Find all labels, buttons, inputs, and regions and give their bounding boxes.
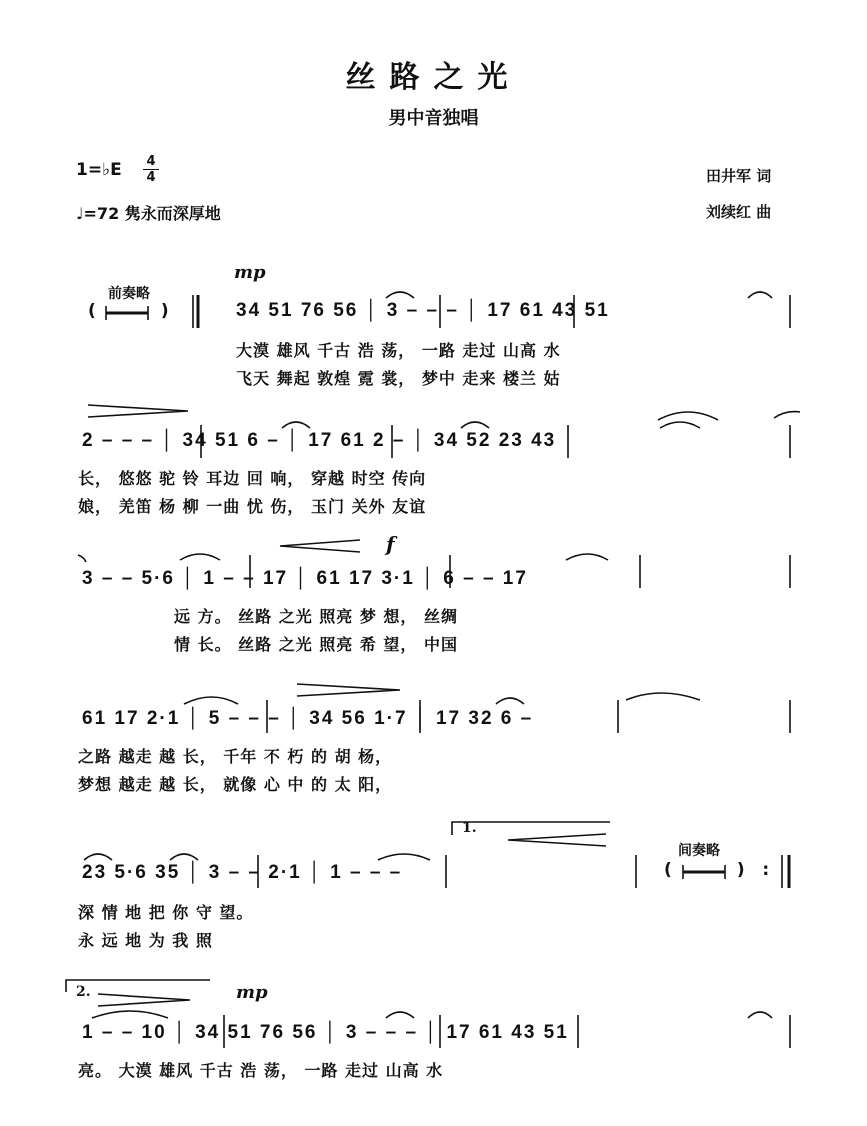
lyricist-credit: 田井军 词 (706, 167, 772, 185)
system-2-notes: 2 – – – │ 34 51 6 – │ 17 61 2 – │ 34 52 23 43 (82, 430, 557, 451)
system-1-notes: 34 51 76 56 │ 3 – – – │ 17 61 43 51 (236, 300, 610, 321)
system-4-lyric-1: 之路 越走 越 长， 千年 不 朽 的 胡 杨， (78, 747, 393, 766)
dynamic-mp: mp (234, 262, 266, 283)
system-3-lyric-2: 情 长。 丝路 之光 照亮 希 望， 中国 (174, 635, 458, 654)
dynamic-f: f (386, 532, 395, 556)
dynamic-mp-2: mp (236, 982, 268, 1003)
ending-2: 2. (76, 984, 91, 1000)
system-1-lyric-1: 大漠 雄风 千古 浩 荡， 一路 走过 山高 水 (236, 341, 561, 360)
time-signature-top: 4 (146, 154, 156, 169)
interlude-paren: ( ) : (664, 860, 770, 880)
system-6-lyric-1: 亮。 大漠 雄风 千古 浩 荡， 一路 走过 山高 水 (78, 1061, 444, 1080)
system-4-notes: 61 17 2·1 │ 5 – – – │ 34 56 1·7 │ 17 32 6 – (82, 708, 534, 729)
system-3-notes: 3 – – 5·6 │ 1 – – 17 │ 61 17 3·1 │ 6 – – 17 (82, 568, 528, 589)
system-5-lyric-1: 深 情 地 把 你 守 望。 (78, 903, 254, 922)
system-1-lyric-2: 飞天 舞起 敦煌 霓 裳， 梦中 走来 楼兰 姑 (236, 369, 561, 388)
interlude-label: 间奏略 (678, 843, 720, 859)
song-subtitle: 男中音独唱 (388, 108, 479, 129)
system-5-lyric-2: 永 远 地 为 我 照 (78, 931, 213, 950)
system-2-lyric-1: 长， 悠悠 驼 铃 耳边 回 响， 穿越 时空 传向 (78, 469, 427, 488)
composer-credit: 刘续红 曲 (706, 203, 772, 221)
system-2-lyric-2: 娘， 羌笛 杨 柳 一曲 忧 伤， 玉门 关外 友谊 (78, 497, 427, 516)
time-signature-bottom: 4 (146, 170, 156, 185)
system-3-lyric-1: 远 方。 丝路 之光 照亮 梦 想， 丝绸 (174, 607, 458, 626)
prelude-label: 前奏略 (108, 286, 150, 302)
system-6-notes: 1 – – 10 │ 34 51 76 56 │ 3 – – – │ 17 61 43 51 (82, 1022, 569, 1043)
song-title: 丝路之光 (345, 60, 522, 95)
key-signature: 1=♭E (76, 160, 122, 180)
tempo-marking: ♩=72 隽永而深厚地 (76, 204, 221, 223)
prelude-paren: ( ) (88, 301, 169, 321)
ending-1: 1. (462, 820, 477, 836)
system-4-lyric-2: 梦想 越走 越 长， 就像 心 中 的 太 阳， (78, 775, 393, 794)
system-5-notes: 23 5·6 35 │ 3 – – 2·1 │ 1 – – – (82, 862, 403, 883)
